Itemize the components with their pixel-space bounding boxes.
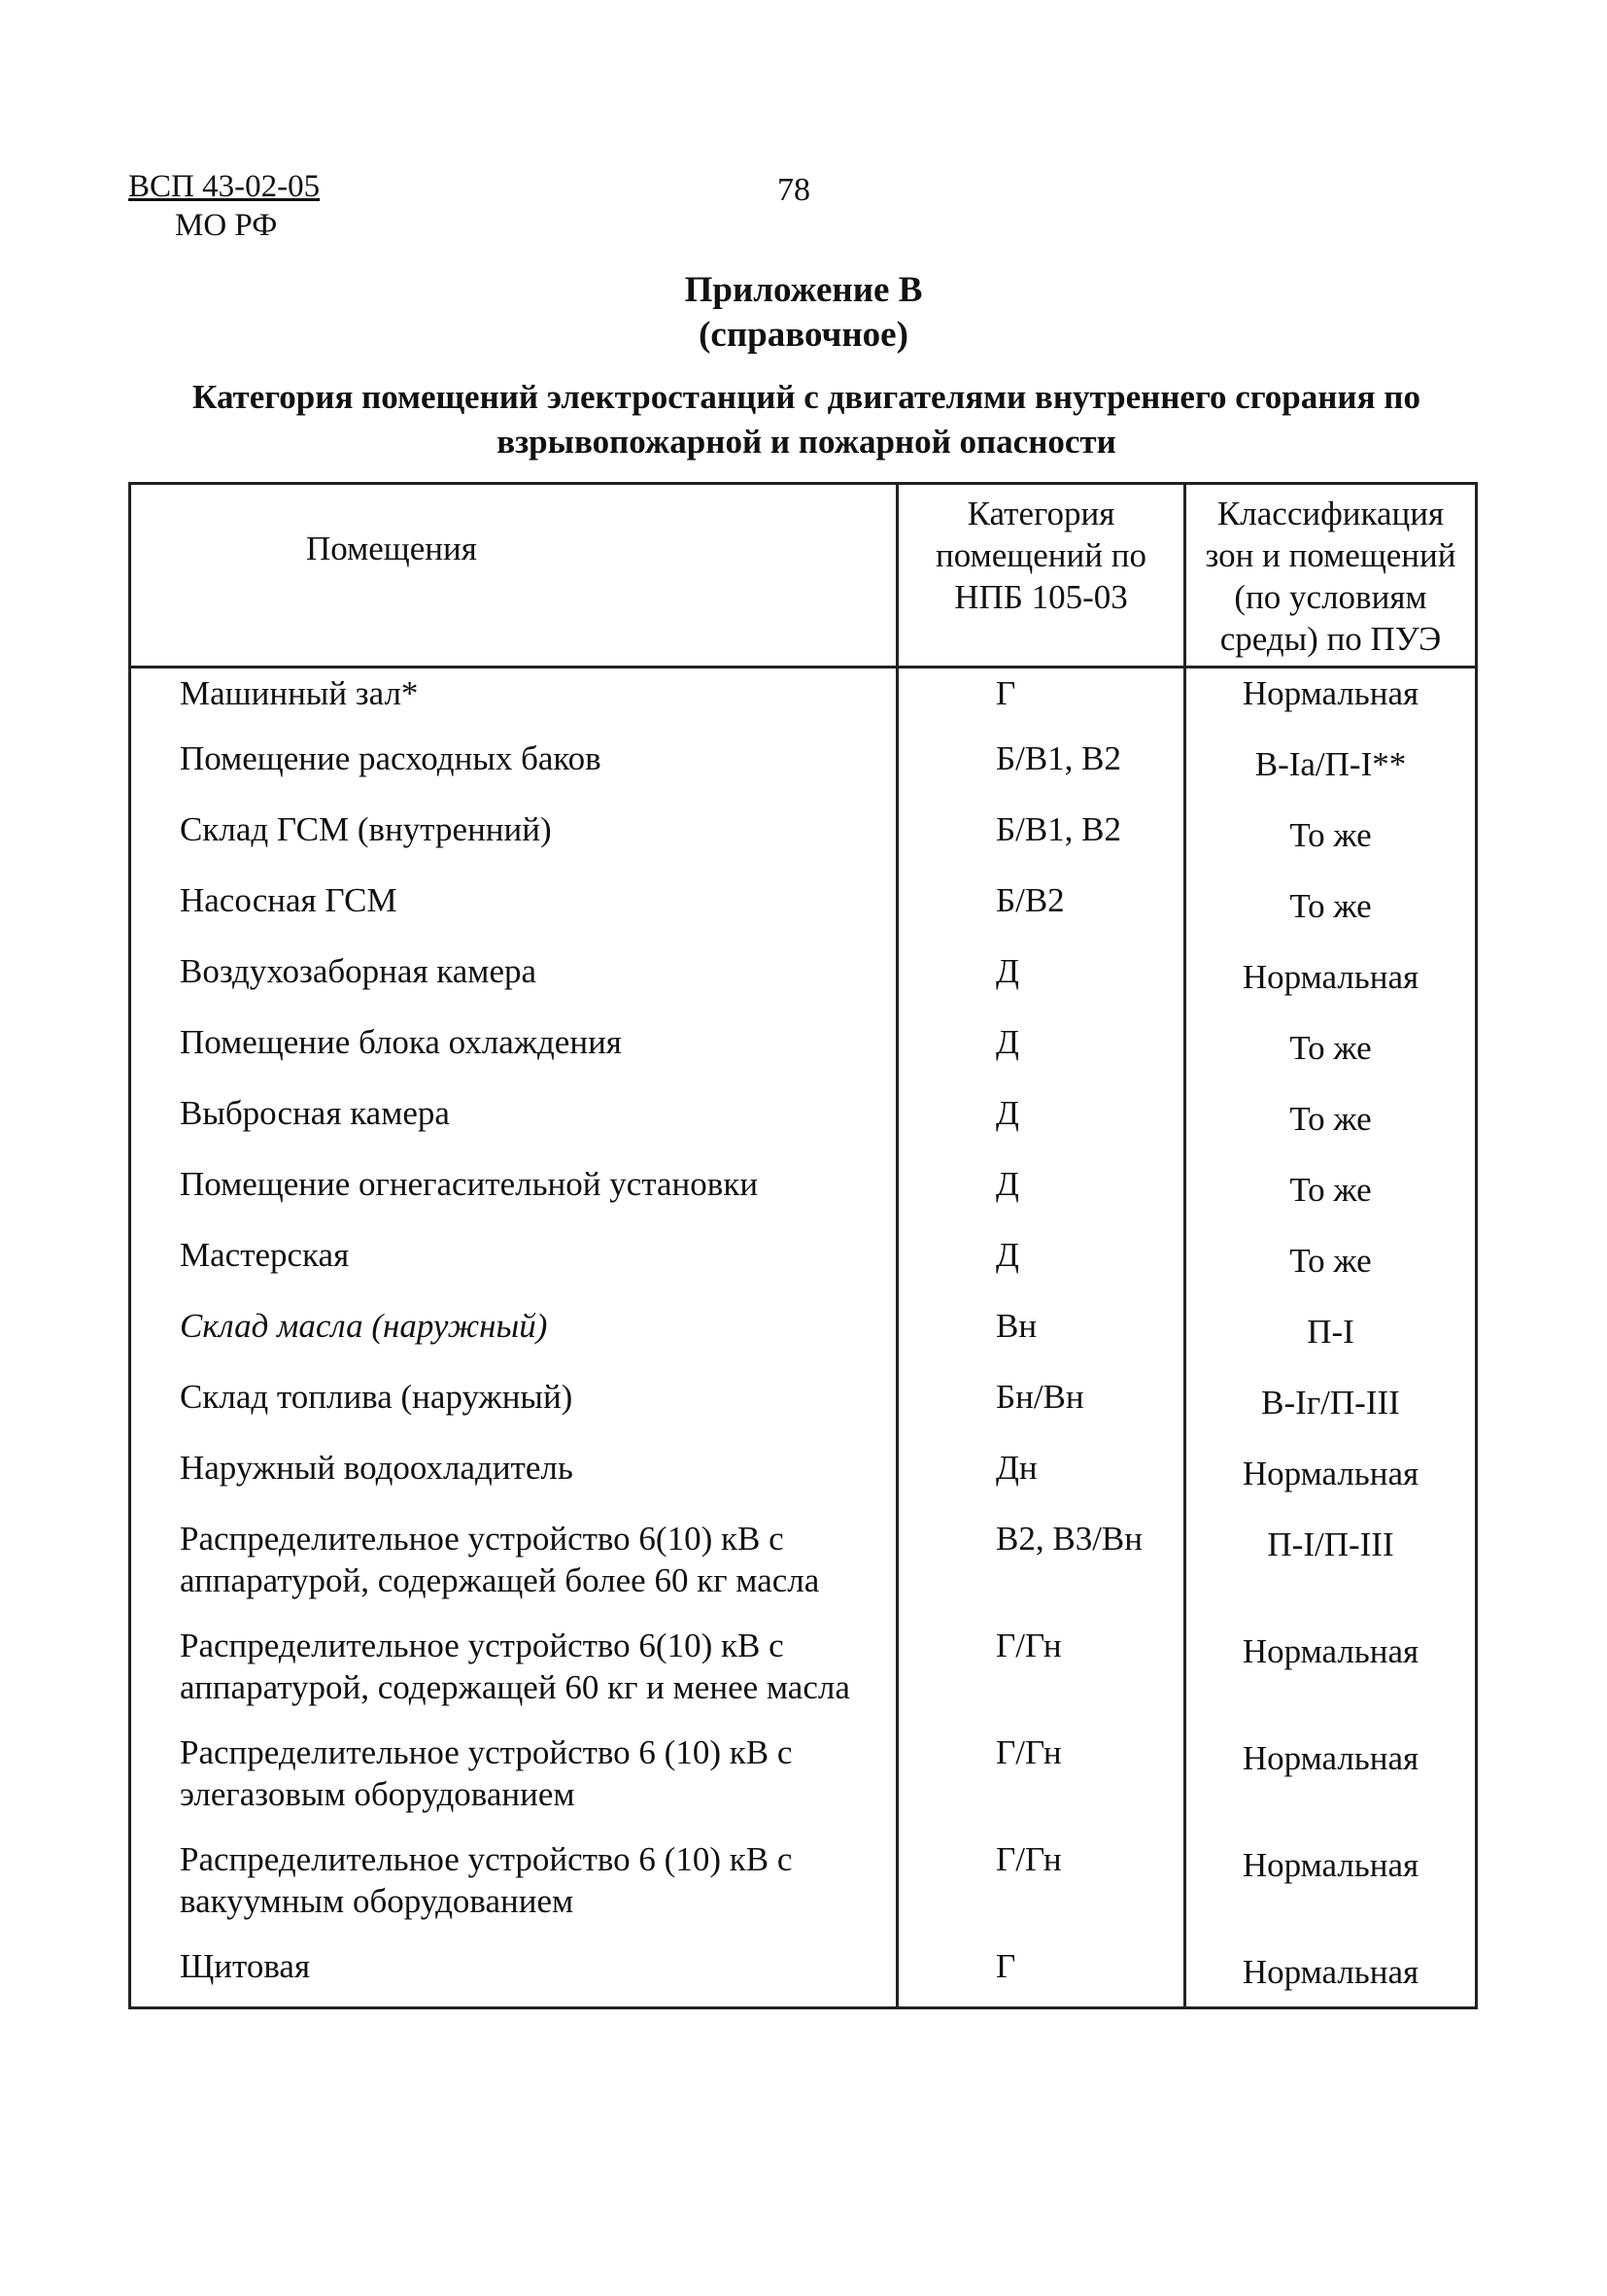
category-cell: В2, В3/Вн xyxy=(898,1518,1185,1625)
column-header-category: Категория помещений по НПБ 105-03 xyxy=(898,484,1185,668)
table-row xyxy=(130,1163,1477,1234)
classification-cell: Нормальная xyxy=(1242,1739,1419,1777)
room-cell: Помещение огнегасительной установки xyxy=(130,1163,898,1234)
table-row xyxy=(130,950,1477,1021)
table-row xyxy=(130,1305,1477,1376)
table-row xyxy=(130,879,1477,950)
table-row xyxy=(130,1838,1477,1945)
classification-cell: То же xyxy=(1289,1100,1372,1138)
room-cell: Склад ГСМ (внутренний) xyxy=(130,808,898,879)
category-cell: Г xyxy=(898,668,1185,738)
room-cell: Щитовая xyxy=(130,1945,898,2008)
category-cell: Г/Гн xyxy=(898,1731,1185,1838)
room-cell: Распределительное устройство 6(10) кВ с аппаратурой, содержащей более 60 кг масла xyxy=(130,1518,898,1625)
appendix-subtitle: (справочное) xyxy=(699,315,908,355)
category-cell: Г/Гн xyxy=(898,1838,1185,1945)
room-cell: Склад топлива (наружный) xyxy=(130,1376,898,1447)
category-cell: Вн xyxy=(898,1305,1185,1376)
classification-cell: П-I xyxy=(1307,1313,1354,1351)
table-row xyxy=(130,1625,1477,1731)
room-cell: Выбросная камера xyxy=(130,1092,898,1163)
classification-cell: В-Iа/П-I** xyxy=(1254,745,1407,783)
category-cell: Б/В1, В2 xyxy=(898,808,1185,879)
room-cell: Склад масла (наружный) xyxy=(130,1305,898,1376)
room-cell: Помещение блока охлаждения xyxy=(130,1021,898,1092)
classification-cell: Нормальная xyxy=(1242,1846,1419,1884)
room-cell: Помещение расходных баков xyxy=(130,737,898,808)
category-cell: Г xyxy=(898,1945,1185,2008)
table-row xyxy=(130,1518,1477,1625)
column-header-classification: Классификация зон и помещений (по условиям среды) по ПУЭ xyxy=(1185,484,1477,668)
classification-cell: Нормальная xyxy=(1242,1632,1419,1670)
table-row xyxy=(130,1376,1477,1447)
classification-cell: Нормальная xyxy=(1242,1953,1419,1991)
classification-cell: То же xyxy=(1289,1029,1372,1067)
category-cell: Д xyxy=(898,1234,1185,1305)
table-row xyxy=(130,808,1477,879)
category-cell: Бн/Вн xyxy=(898,1376,1185,1447)
room-cell: Машинный зал* xyxy=(130,668,898,738)
room-cell: Распределительное устройство 6 (10) кВ с вакуумным оборудованием xyxy=(130,1838,898,1945)
room-cell: Наружный водоохладитель xyxy=(130,1447,898,1518)
page-number: 78 xyxy=(777,172,810,208)
appendix-title: Приложение В xyxy=(684,270,923,310)
table-row xyxy=(130,1447,1477,1518)
category-cell: Д xyxy=(898,1092,1185,1163)
table-row xyxy=(130,1234,1477,1305)
table-row xyxy=(130,668,1477,738)
room-category-table xyxy=(128,482,1478,2009)
table-row xyxy=(130,1021,1477,1092)
category-cell: Б/В2 xyxy=(898,879,1185,950)
classification-cell: П-I/П-III xyxy=(1267,1525,1394,1563)
classification-cell: Нормальная xyxy=(1242,958,1419,996)
room-cell: Мастерская xyxy=(130,1234,898,1305)
classification-cell: Нормальная xyxy=(1242,674,1419,712)
table-row xyxy=(130,1731,1477,1838)
room-cell: Воздухозаборная камера xyxy=(130,950,898,1021)
classification-cell: То же xyxy=(1289,1171,1372,1209)
table-row xyxy=(130,1945,1477,2008)
table-row xyxy=(130,1092,1477,1163)
classification-cell: Нормальная xyxy=(1242,1455,1419,1492)
category-cell: Д xyxy=(898,1021,1185,1092)
category-cell: Дн xyxy=(898,1447,1185,1518)
category-cell: Д xyxy=(898,1163,1185,1234)
classification-cell: То же xyxy=(1289,1242,1372,1280)
classification-cell: То же xyxy=(1289,887,1372,925)
category-cell: Г/Гн xyxy=(898,1625,1185,1731)
classification-cell: То же xyxy=(1289,816,1372,854)
column-header-room: Помещения xyxy=(130,484,898,668)
room-cell: Насосная ГСМ xyxy=(130,879,898,950)
table-caption: Категория помещений электростанций с двигателями внутреннего сгорания по взрывопожарной и пожарной опасности xyxy=(192,378,1420,461)
room-cell: Распределительное устройство 6 (10) кВ с элегазовым оборудованием xyxy=(130,1731,898,1838)
organization-label: МО РФ xyxy=(175,208,278,243)
category-cell: Б/В1, В2 xyxy=(898,737,1185,808)
room-cell: Распределительное устройство 6(10) кВ с аппаратурой, содержащей 60 кг и менее масла xyxy=(130,1625,898,1731)
document-code: ВСП 43-02-05 xyxy=(128,169,321,204)
category-cell: Д xyxy=(898,950,1185,1021)
table-header-row xyxy=(130,484,1477,668)
classification-cell: В-Iг/П-III xyxy=(1261,1384,1400,1422)
table-row xyxy=(130,737,1477,808)
